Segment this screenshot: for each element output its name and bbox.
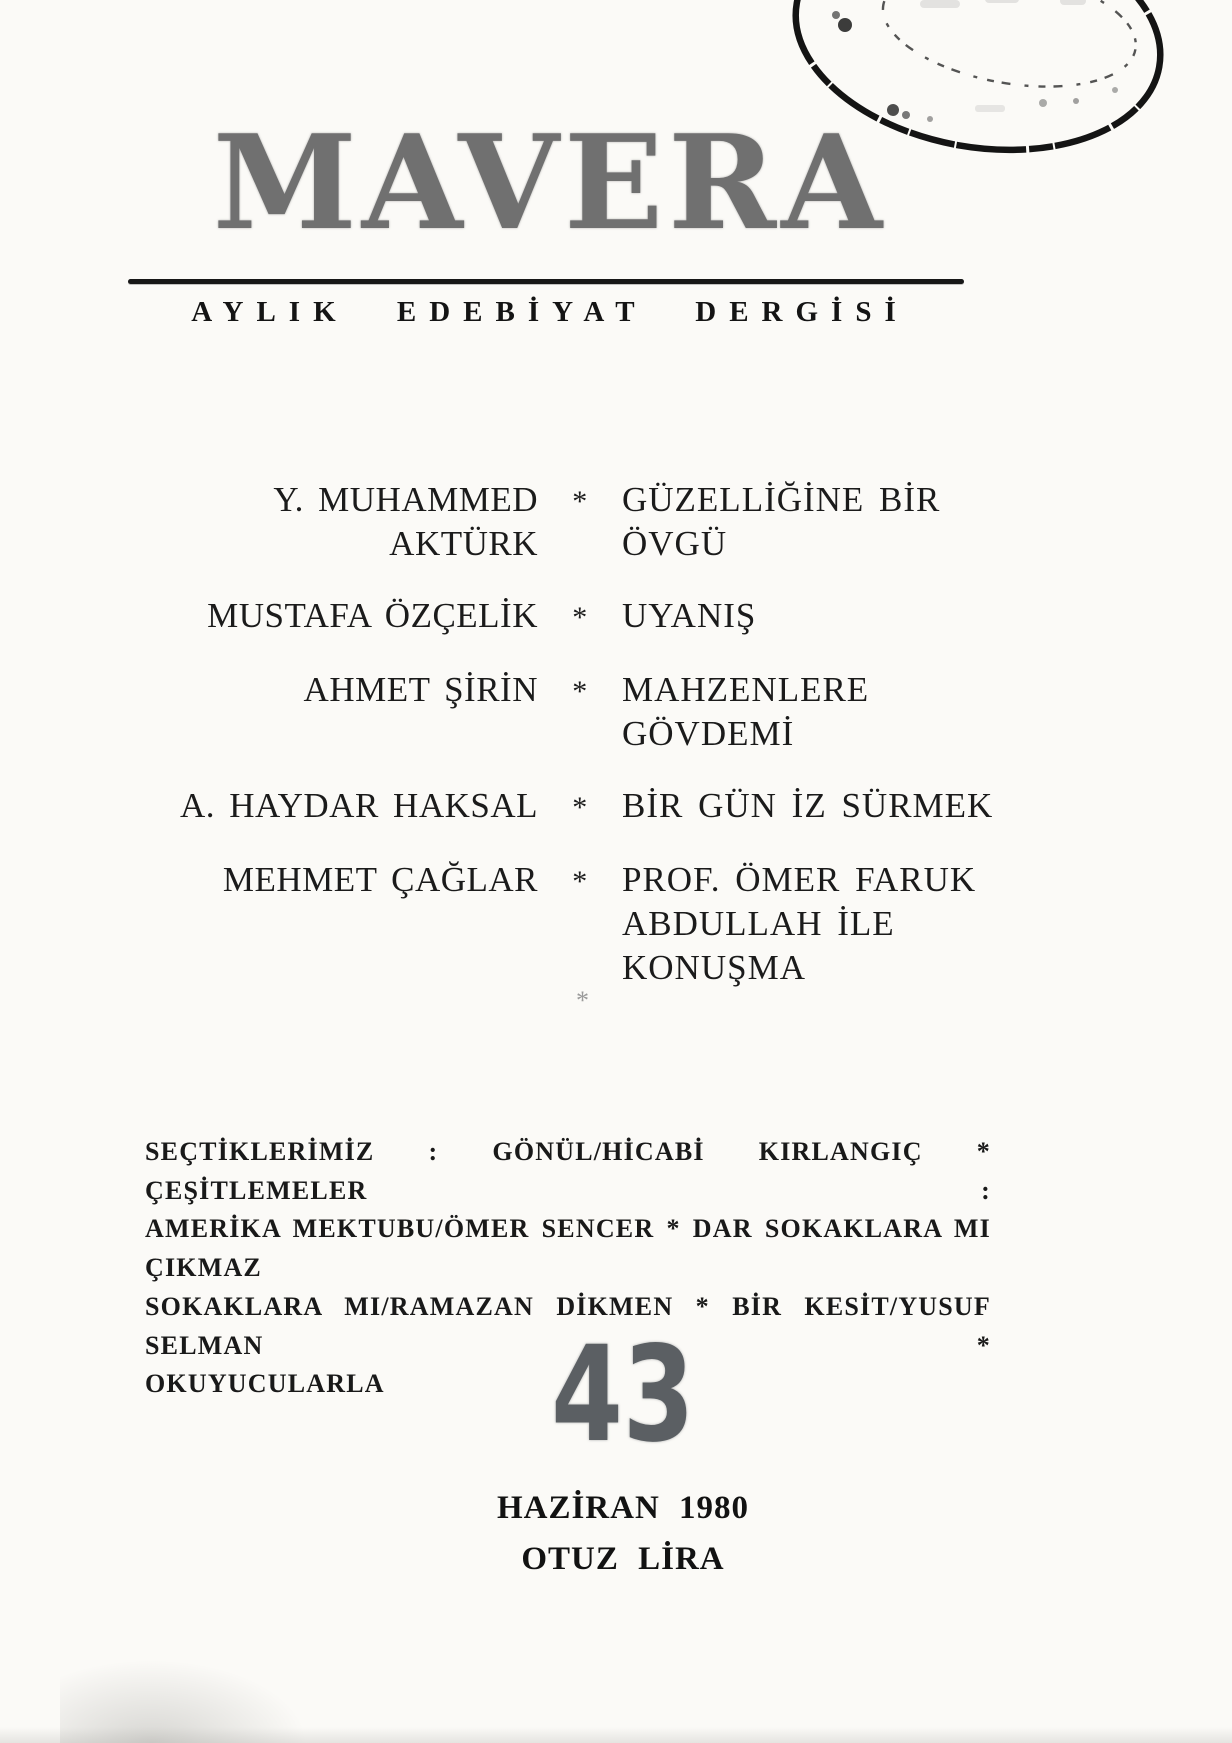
author-name: MEHMET ÇAĞLAR [222, 860, 538, 899]
asterisk-separator-icon: * [572, 675, 588, 708]
contents-row [140, 478, 1040, 566]
work-title [622, 784, 1040, 830]
magazine-subtitle: AYLIK EDEBİYAT DERGİSİ [191, 296, 909, 328]
work-title-line2: ABDULLAH İLE KONUŞMA [622, 904, 895, 987]
divider-asterisk-icon: * [576, 986, 589, 1015]
selections-line: SEÇTİKLERİMİZ : GÖNÜL/HİCABİ KIRLANGIÇ * ÇEŞİTLEMELER : [145, 1137, 991, 1205]
work-title-line1: BİR GÜN İZ SÜRMEK [622, 786, 994, 825]
contents-row [140, 594, 1040, 640]
work-title-line1: MAHZENLERE GÖVDEMİ [622, 670, 870, 753]
contents-row [140, 858, 1040, 990]
work-title-line1: PROF. ÖMER FARUK [622, 860, 977, 899]
work-title [622, 858, 1040, 990]
paper-edge-noise [0, 1727, 1232, 1743]
contents-row [140, 784, 1040, 830]
contents-row [140, 668, 1040, 756]
author-name: A. HAYDAR HAKSAL [180, 786, 538, 825]
issue-number [0, 1318, 1232, 1472]
work-title [622, 478, 1040, 566]
author-name: AHMET ŞİRİN [303, 670, 538, 709]
author-name: MUSTAFA ÖZÇELİK [207, 596, 538, 635]
selections-line: OKUYUCULARLA [145, 1369, 385, 1399]
contents-list [140, 478, 1040, 1018]
issue-number-text: 43 [551, 1318, 695, 1472]
asterisk-separator-icon: * [572, 601, 588, 634]
magazine-title: MAVERA [212, 106, 888, 259]
author-name: Y. MUHAMMED AKTÜRK [273, 480, 538, 563]
work-title [622, 594, 1040, 640]
masthead-rule [128, 279, 964, 284]
asterisk-separator-icon: * [572, 791, 588, 824]
asterisk-separator-icon: * [572, 865, 588, 898]
selections-line: SOKAKLARA MI/RAMAZAN DİKMEN * BİR KESİT/YUSUF SELMAN * [145, 1291, 991, 1360]
issue-price: OTUZ LİRA [521, 1541, 725, 1577]
asterisk-separator-icon: * [572, 485, 588, 518]
work-title [622, 668, 1040, 756]
work-title-line1: UYANIŞ [622, 596, 757, 635]
issue-date: HAZİRAN 1980 [496, 1490, 750, 1526]
selections-line: AMERİKA MEKTUBU/ÖMER SENCER * DAR SOKAKLARA MI ÇIKMAZ [145, 1214, 991, 1283]
work-title-line1: GÜZELLİĞİNE BİR ÖVGÜ [622, 480, 941, 563]
